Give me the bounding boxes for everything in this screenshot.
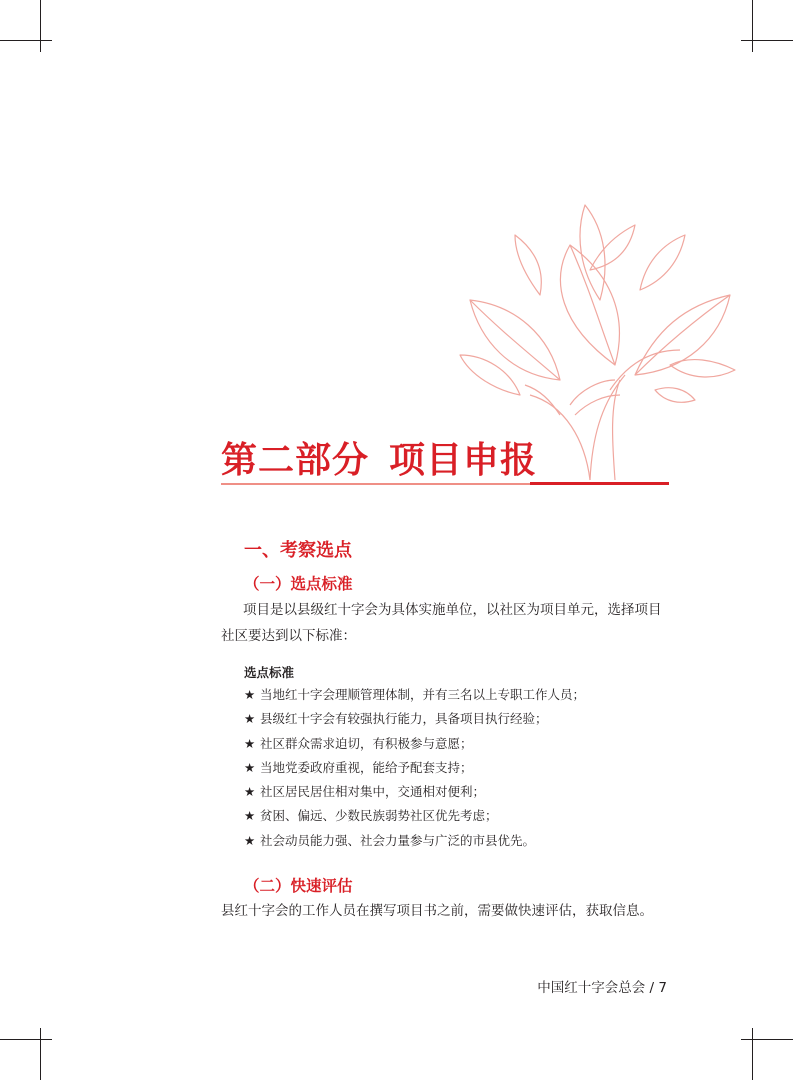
crop-mark: [752, 0, 753, 52]
star-icon: ★: [244, 687, 256, 702]
list-item: ★ 社会动员能力强、社会力量参与广泛的市县优先。: [244, 829, 585, 853]
criteria-list: [244, 683, 585, 853]
star-icon: ★: [244, 735, 256, 751]
list-item: ★ 当地党委政府重视，能给予配套支持；: [244, 756, 585, 780]
criteria-title: 选点标准: [244, 665, 295, 680]
star-icon: ★: [244, 784, 256, 800]
crop-mark: [0, 1039, 52, 1040]
crop-mark: [741, 1039, 793, 1040]
list-item: ★ 社区群众需求迫切，有积极参与意愿；: [244, 732, 585, 756]
title-topic: 项目申报: [389, 440, 538, 481]
crop-mark: [752, 1028, 753, 1080]
section-heading: 一、考察选点: [244, 540, 352, 561]
title-underline-accent: [530, 482, 669, 485]
list-item: ★ 社区居民居住相对集中，交通相对便利；: [244, 780, 585, 804]
list-item: ★ 贫困、偏远、少数民族弱势社区优先考虑；: [244, 804, 585, 828]
subsection-heading-2: （二）快速评估: [244, 877, 353, 895]
star-icon: ★: [244, 808, 256, 824]
crop-mark: [40, 1028, 41, 1080]
crop-mark: [40, 0, 41, 52]
subsection-heading-1: （一）选点标准: [244, 575, 353, 593]
assessment-paragraph: 县红十字会的工作人员在撰写项目书之前，需要做快速评估，获取信息。: [221, 903, 653, 919]
star-icon: ★: [244, 759, 256, 775]
list-item: ★ 当地红十字会理顺管理体制，并有三名以上专职工作人员；: [244, 683, 585, 707]
crop-mark: [0, 40, 52, 41]
star-icon: ★: [244, 832, 256, 848]
crop-mark: [741, 40, 793, 41]
intro-paragraph: 项目是以县级红十字会为具体实施单位，以社区为项目单元，选择项目社区要达到以下标准：: [221, 602, 662, 644]
page-footer: 中国红十字会总会 / 7: [537, 980, 667, 996]
list-item: ★ 县级红十字会有较强执行能力，具备项目执行经验；: [244, 707, 585, 731]
page-title: [221, 432, 537, 483]
title-underline: [221, 483, 530, 485]
star-icon: ★: [244, 711, 256, 727]
title-part: 第二部分: [221, 440, 370, 481]
